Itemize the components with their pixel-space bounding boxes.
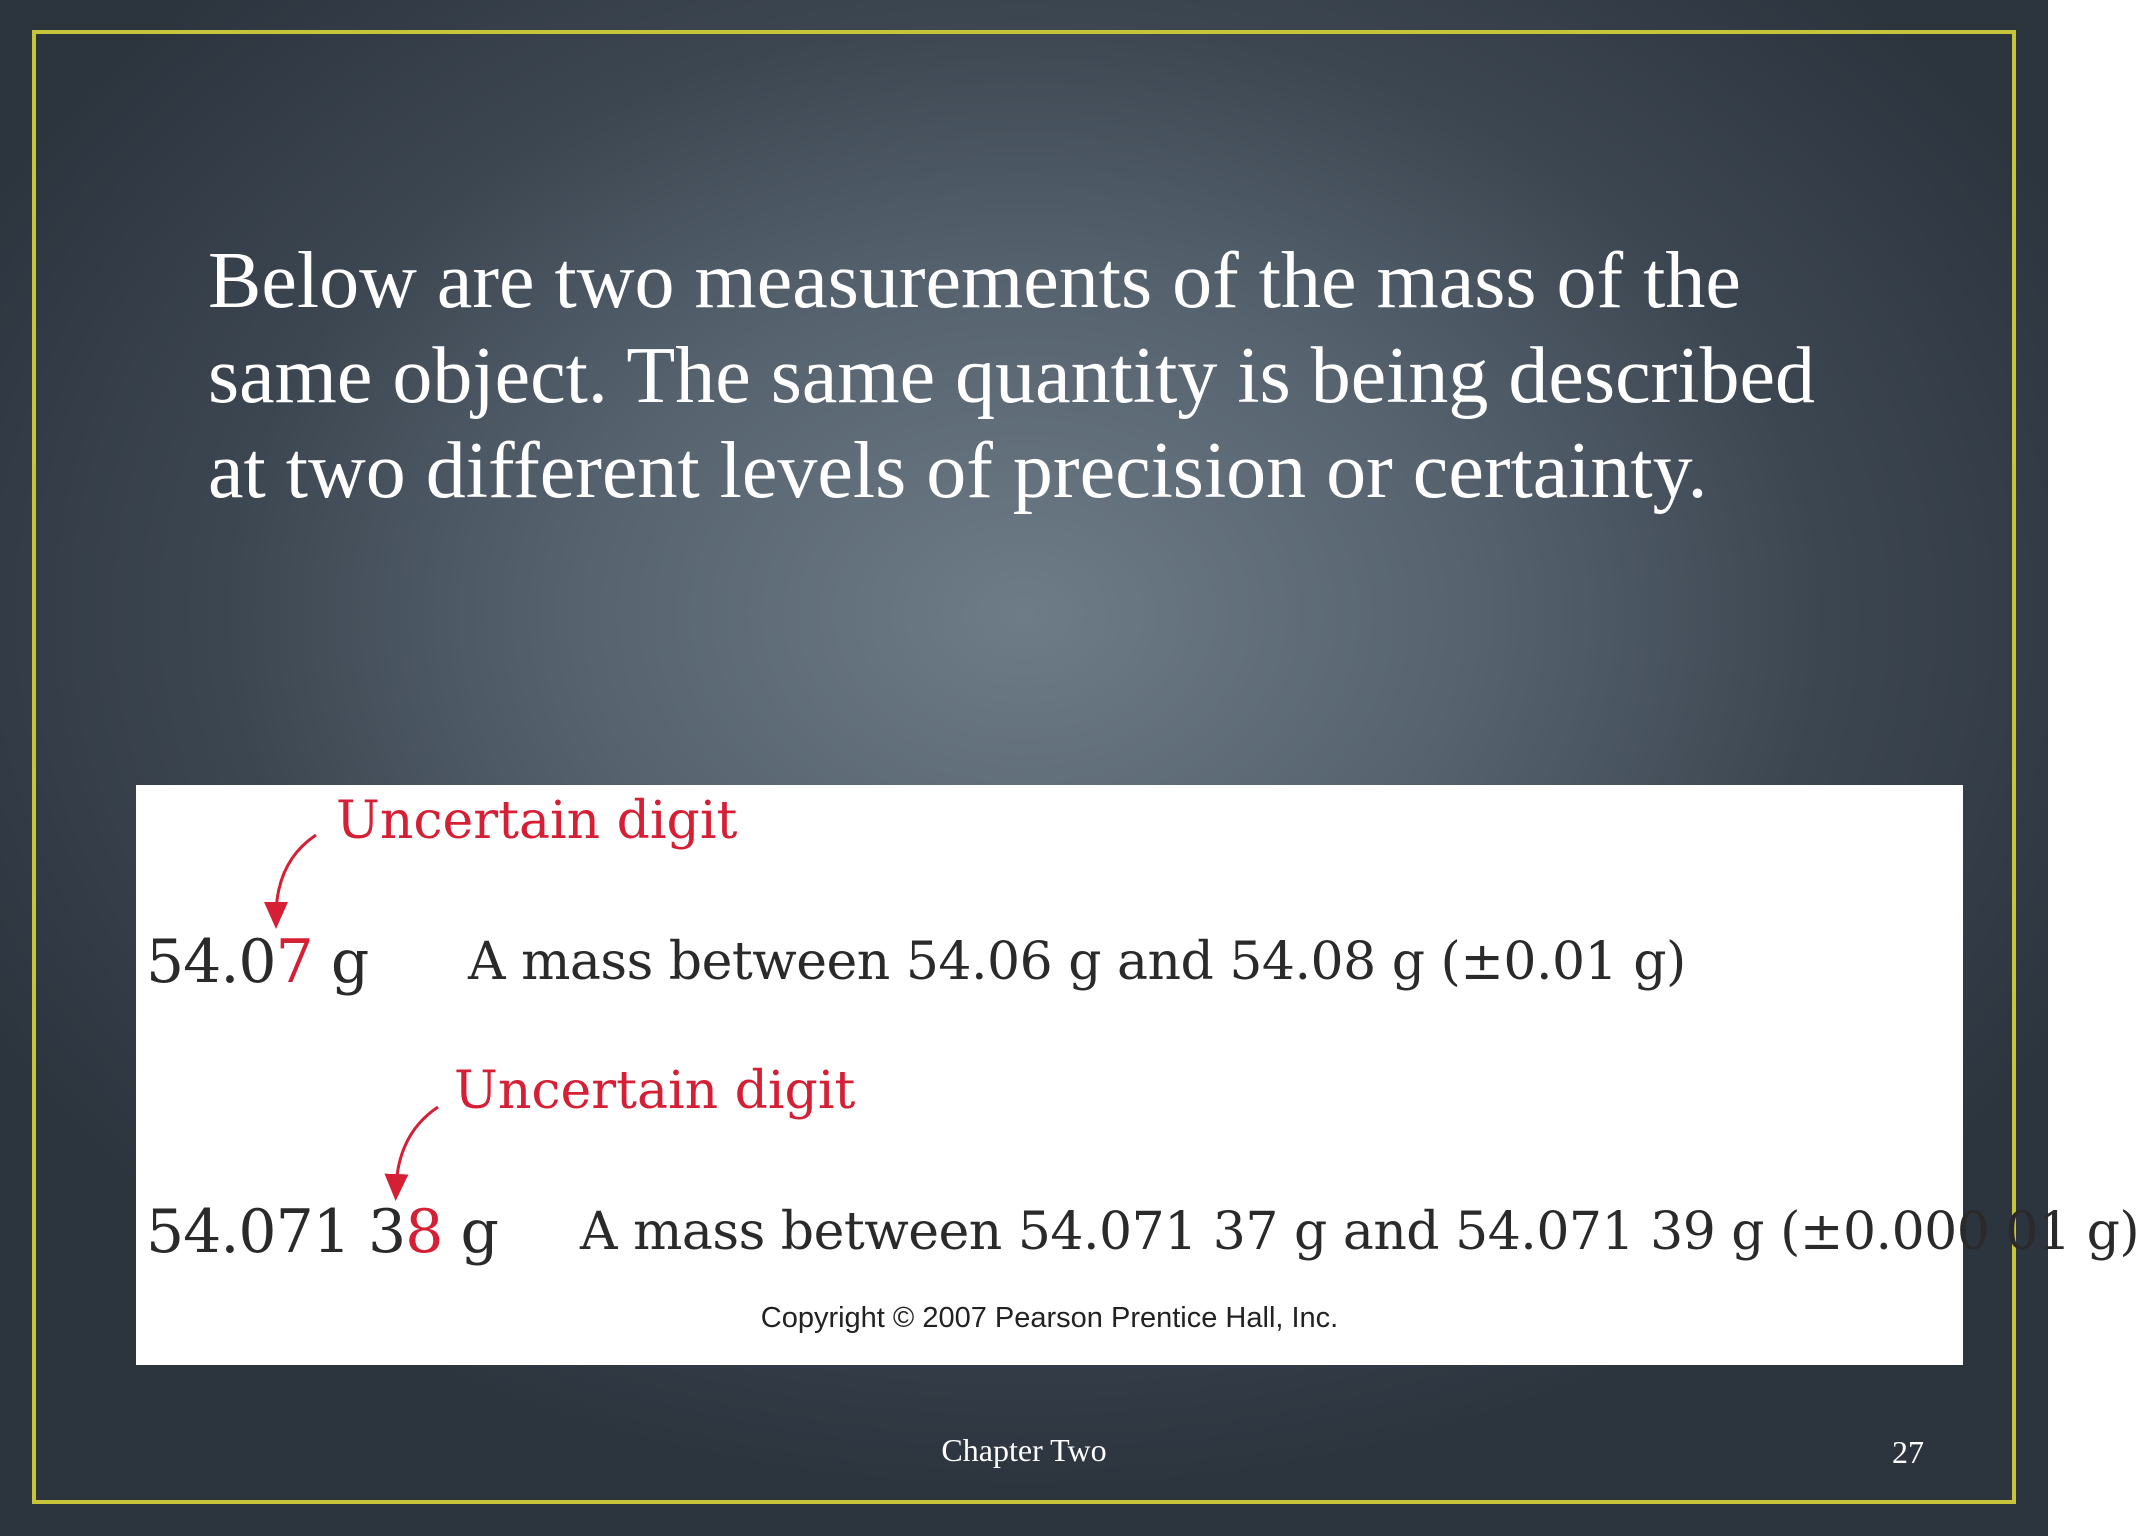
- measurement-description-2: A mass between 54.071 37 g and 54.071 39 g (±0.000 01 g): [580, 1202, 2139, 1262]
- value-unit: g: [442, 1197, 498, 1267]
- measurement-value-1: [146, 927, 368, 997]
- paragraph-line: same object. The same quantity is being described: [208, 332, 1815, 420]
- measurement-description-1: A mass between 54.06 g and 54.08 g (±0.01 g): [468, 932, 1686, 992]
- value-unit: g: [312, 927, 369, 997]
- value-uncertain-digit: 7: [275, 927, 313, 997]
- uncertain-digit-label: Uncertain digit: [336, 791, 738, 851]
- slide-footer: Chapter Two: [941, 1432, 1107, 1468]
- uncertain-digit-label: Uncertain digit: [454, 1061, 856, 1121]
- paragraph-line: Below are two measurements of the mass of the: [208, 237, 1741, 325]
- arrows-overlay: [136, 785, 1963, 1365]
- value-certain-digits: 54.071 3: [146, 1197, 406, 1267]
- paragraph-line: at two different levels of precision or certainty.: [208, 427, 1708, 515]
- copyright-notice: Copyright © 2007 Pearson Prentice Hall, Inc.: [760, 1302, 1339, 1334]
- page-number: 27: [1892, 1434, 1924, 1470]
- uncertain-digit-arrow-1: [276, 835, 316, 917]
- uncertain-digit-arrow-2: [396, 1107, 438, 1189]
- precision-figure: [136, 785, 2139, 1365]
- measurement-value-2: [146, 1197, 498, 1267]
- value-uncertain-digit: 8: [405, 1197, 443, 1267]
- slide-paragraph: [208, 234, 1908, 519]
- value-certain-digits: 54.0: [146, 927, 276, 997]
